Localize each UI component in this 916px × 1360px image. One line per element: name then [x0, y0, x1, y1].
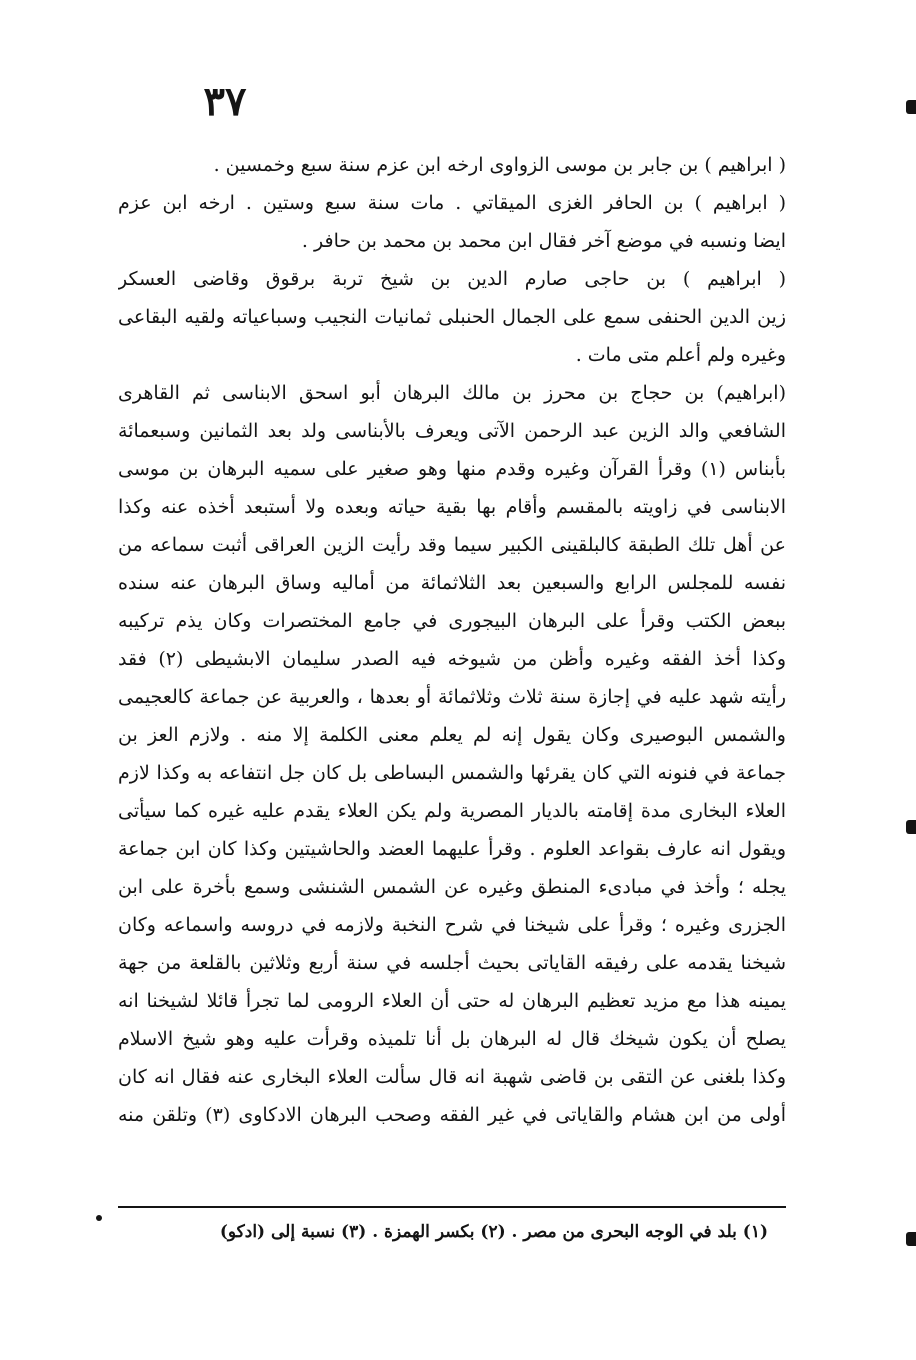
text-line: والشمس البوصيرى وكان يقول إنه لم يعلم معنى الكلمة إلا منه . ولازم العز بن	[118, 724, 786, 746]
footnote: (١) بلد في الوجه البحرى من مصر . (٢) بكسر الهمزة . (٣) نسبة إلى (ادكو)	[219, 1222, 768, 1242]
text-line: عن أهل تلك الطبقة كالبلقينى الكبير سيما وقد رأيت الزين العراقى أثبت سماعه من	[118, 534, 786, 556]
text-line: (ابراهيم) بن حجاج بن محرز بن مالك البرهان أبو اسحق الابناسى ثم القاهرى	[118, 382, 786, 404]
scan-edge-mark	[906, 100, 916, 114]
text-line: رأيته شهد عليه في إجازة سنة ثلاث وثلاثمائة أو بعدها ، والعربية عن جماعة كالعجيمى	[118, 686, 786, 708]
text-line: الجزرى وغيره ؛ وقرأ على شيخنا في شرح النخبة ولازمه في دروسه واسماعه وكان	[118, 914, 786, 936]
main-text	[118, 146, 786, 1134]
text-line: ( ابراهيم ) بن الحافر الغزى الميقاتي . مات سنة سبع وستين . ارخه ابن عزم	[118, 192, 786, 214]
text-line: ايضا ونسبه في موضع آخر فقال ابن محمد بن محمد بن حافر .	[301, 230, 786, 252]
text-line: يجله ؛ وأخذ في مبادىء المنطق وغيره عن الشمس الشنشى وسمع بأخرة على ابن	[118, 876, 786, 898]
text-line: يمينه هذا مع مزيد تعظيم البرهان له حتى أن العلاء الرومى لما تجرأ قائلا لشيخنا انه	[118, 990, 786, 1012]
text-line: ( ابراهيم ) بن جابر بن موسى الزواوى ارخه ابن عزم سنة سبع وخمسين .	[213, 154, 786, 176]
ink-dot	[96, 1215, 102, 1221]
text-line: ويقول انه عارف بقواعد العلوم . وقرأ عليهما العضد والحاشيتين وكذا كان ابن جماعة	[118, 838, 786, 860]
scan-edge-mark	[906, 820, 916, 834]
text-line: بأبناس (١) وقرأ القرآن وغيره وقدم منها وهو صغير على سميه البرهان بن موسى	[118, 458, 786, 480]
text-line: يصلح أن يكون شيخك قال له البرهان بل أنا تلميذه وقرأت عليه وهو شيخ الاسلام	[118, 1028, 786, 1050]
text-line: نفسه للمجلس الرابع والسبعين بعد الثلاثمائة من أماليه وساق البرهان عنه سنده	[118, 572, 786, 594]
text-line: جماعة في فنونه التي كان يقرئها والشمس البساطى بل كان جل انتفاعه به وكذا لازم	[118, 762, 786, 784]
text-line: ( ابراهيم ) بن حاجى صارم الدين بن شيخ تربة برقوق وقاضى العسكر	[118, 268, 786, 290]
text-line: العلاء البخارى مدة إقامته بالديار المصرية ولم يكن العلاء يقدم عليه غيره كما سيأتى	[118, 800, 786, 822]
page-number: ٣٧	[203, 78, 247, 125]
footnote-rule	[118, 1206, 786, 1208]
text-line: وغيره ولم أعلم متى مات .	[575, 344, 786, 366]
scan-edge-mark	[906, 1232, 916, 1246]
text-line: زين الدين الحنفى سمع على الجمال الحنبلى ثمانيات النجيب وسباعياته ولقيه البقاعى	[118, 306, 786, 328]
text-line: ببعض الكتب وقرأ على البرهان البيجورى في جامع المختصرات وكان يذم تركيبه	[118, 610, 786, 632]
text-line: أولى من ابن هشام والقاياتى في غير الفقه وصحب البرهان الادكاوى (٣) وتلقن منه	[118, 1104, 786, 1126]
text-line: الشافعي والد الزين عبد الرحمن الآتى ويعرف بالأبناسى ولد بعد الثمانين وسبعمائة	[118, 420, 786, 442]
text-line: وكذا أخذ الفقه وغيره وأظن من شيوخه فيه الصدر سليمان الابشيطى (٢) فقد	[118, 648, 786, 670]
text-line: الابناسى في زاويته بالمقسم وأقام بها بقية حياته وبعده ولا أستبعد أخذه عنه وكذا	[118, 496, 786, 518]
text-line: وكذا بلغنى عن التقى بن قاضى شهبة انه قال سألت العلاء البخارى عنه فقال انه كان	[118, 1066, 786, 1088]
text-line: شيخنا يقدمه على رفيقه القاياتى بحيث أجلسه في سنة أربع وثلاثين بالقلعة من جهة	[118, 952, 786, 974]
